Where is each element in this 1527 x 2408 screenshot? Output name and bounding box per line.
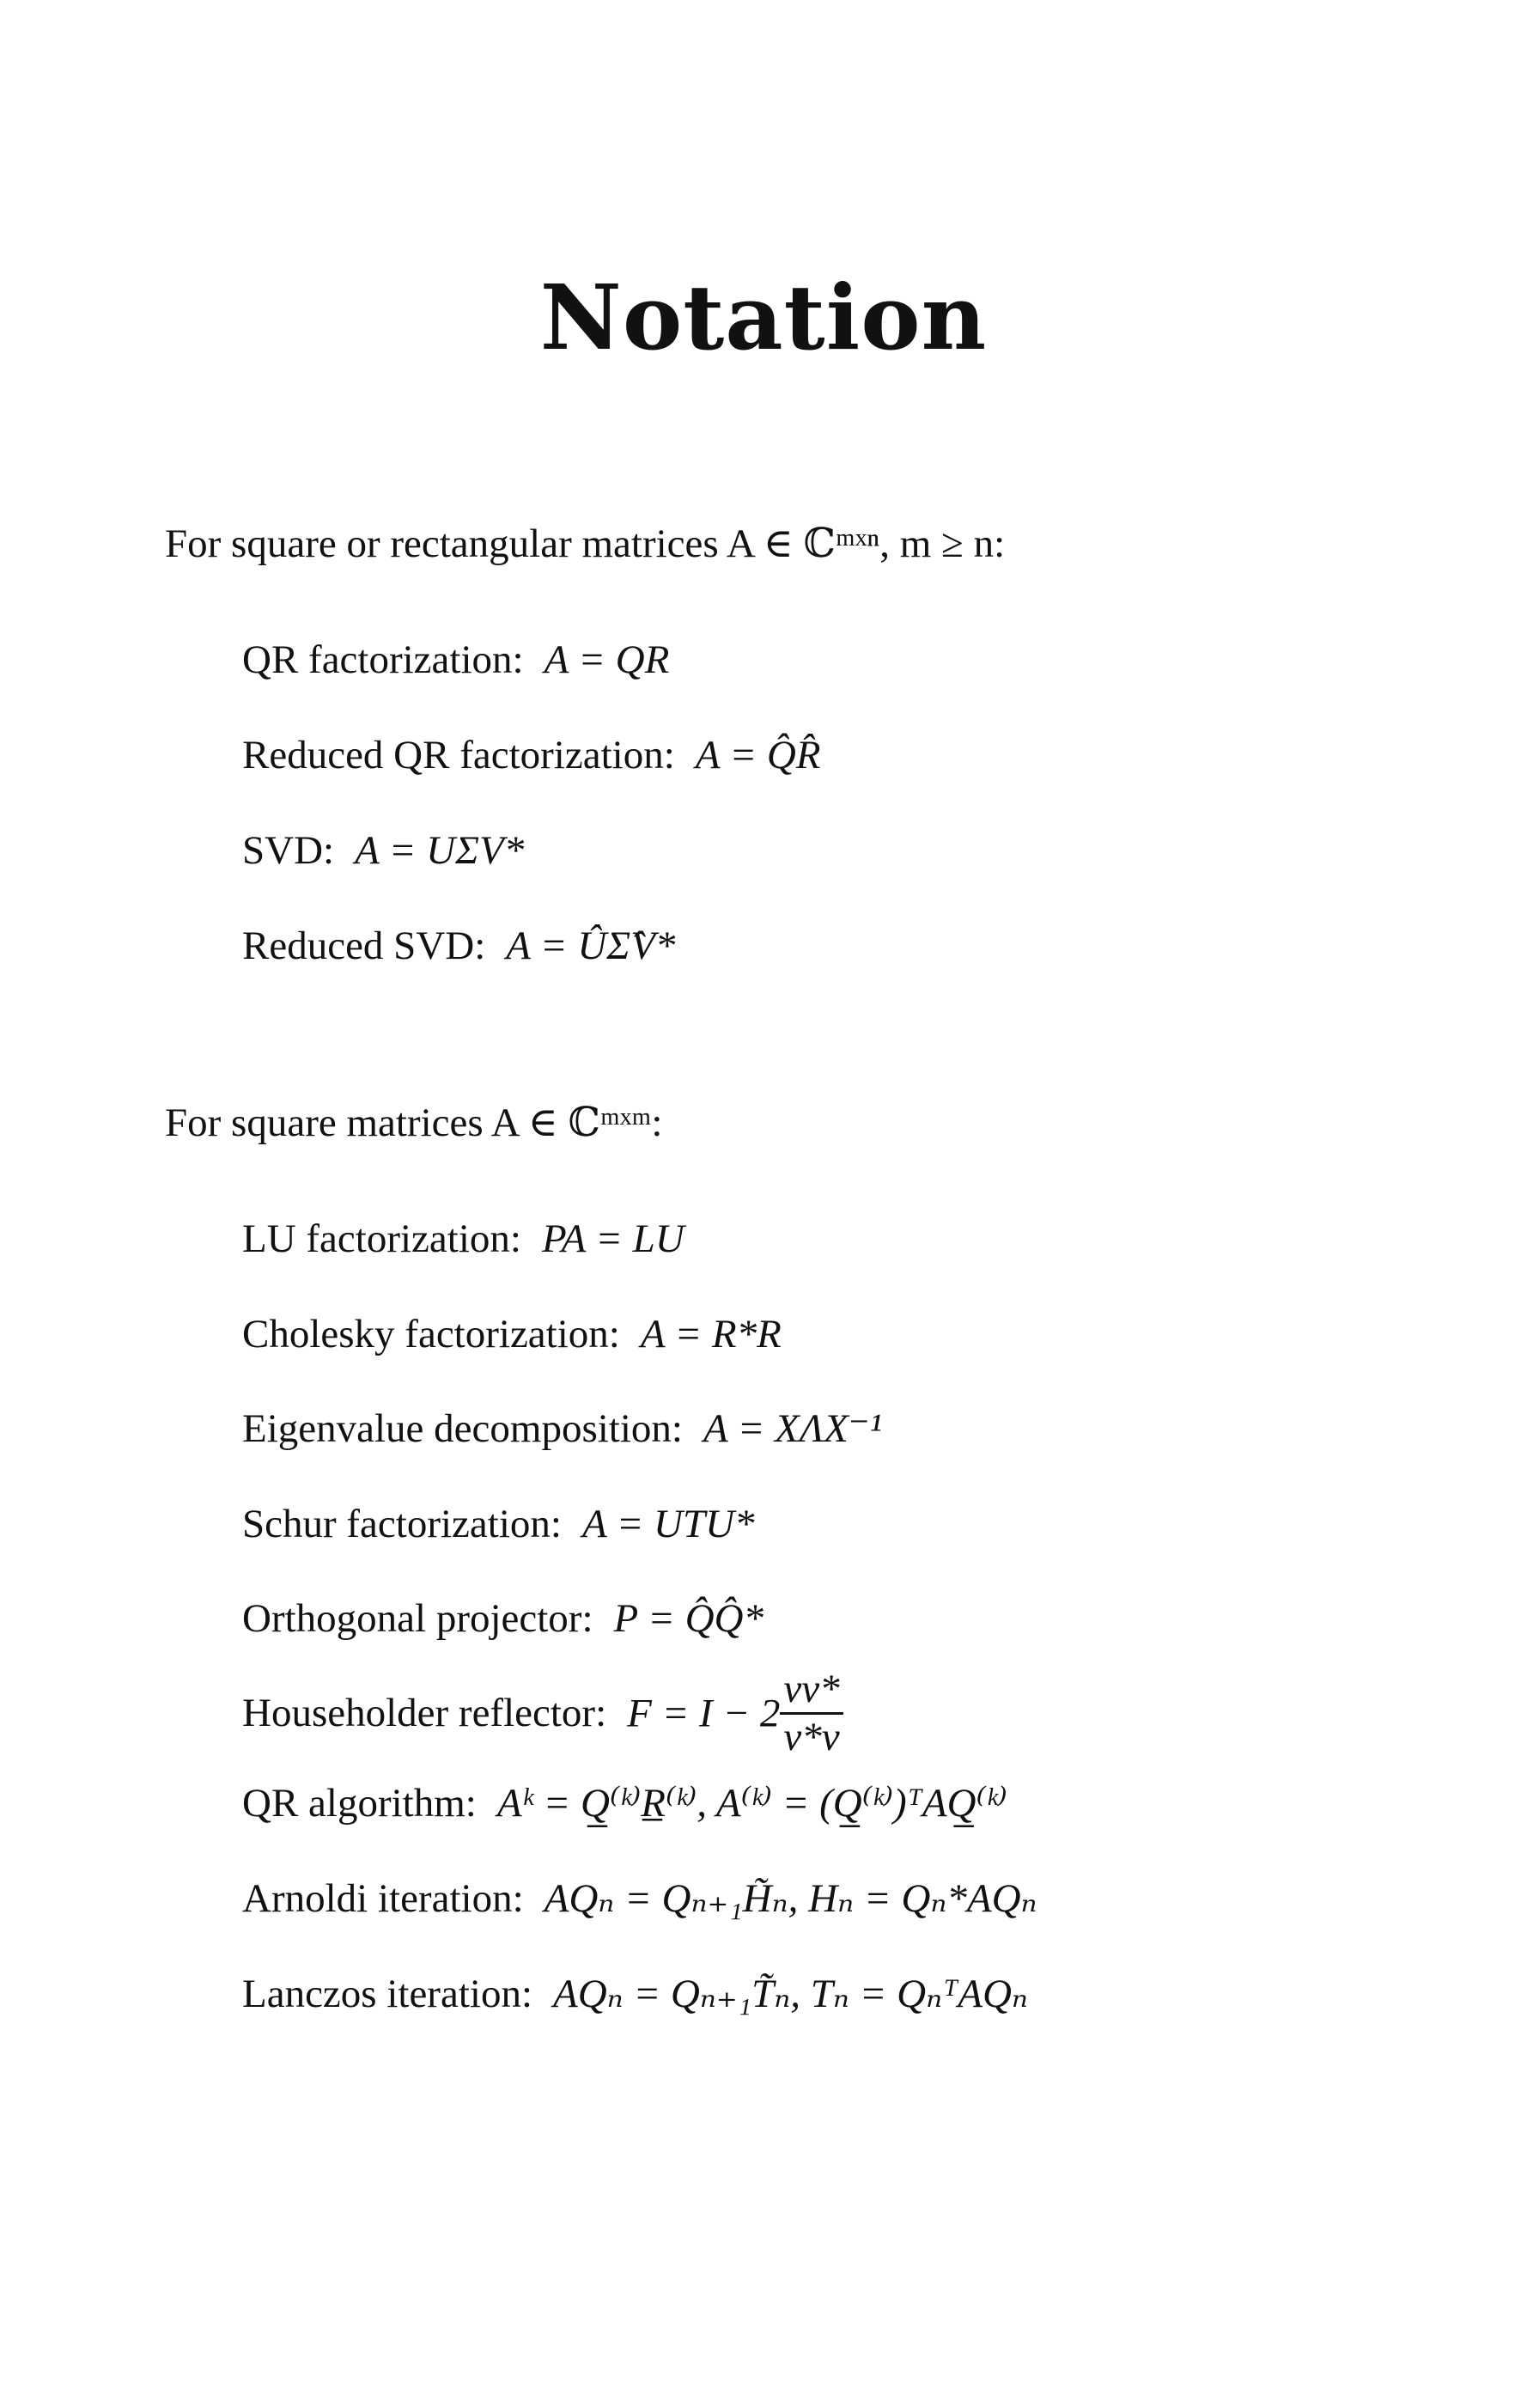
item-label: Reduced SVD: bbox=[242, 924, 486, 968]
item-formula: AQₙ = Qₙ₊₁H̃ₙ, Hₙ = Qₙ*AQₙ bbox=[544, 1876, 1037, 1921]
item-label: Reduced QR factorization: bbox=[242, 733, 675, 777]
item-formula: PA = LU bbox=[541, 1216, 684, 1261]
item-label: Orthogonal projector: bbox=[242, 1596, 593, 1641]
item-qr-algorithm bbox=[242, 1783, 1007, 1824]
item-formula: Aᵏ = Q̲⁽ᵏ⁾R̲⁽ᵏ⁾, A⁽ᵏ⁾ = (Q̲⁽ᵏ⁾)ᵀAQ̲⁽ᵏ⁾ bbox=[496, 1781, 1007, 1826]
item-reduced-qr-factorization bbox=[242, 735, 821, 776]
item-qr-factorization bbox=[242, 637, 670, 682]
item-label: Schur factorization: bbox=[242, 1502, 562, 1546]
item-formula: A = QR bbox=[544, 637, 670, 682]
item-label: Lanczos iteration: bbox=[242, 1972, 532, 2016]
section-heading-rectangular: For square or rectangular matrices A ∈ ℂᵐˣⁿ, m ≥ n: bbox=[165, 521, 1006, 566]
item-householder-reflector bbox=[242, 1668, 843, 1759]
item-label: Arnoldi iteration: bbox=[242, 1876, 524, 1921]
section-heading-square: For square matrices A ∈ ℂᵐˣᵐ: bbox=[165, 1100, 663, 1145]
page-title: Notation bbox=[539, 265, 988, 370]
item-formula: A = Q̂R̂ bbox=[695, 733, 821, 777]
item-formula: A = R*R bbox=[640, 1312, 782, 1356]
item-lanczos-iteration bbox=[242, 1974, 1028, 2015]
item-formula: A = ÛΣ̂V* bbox=[506, 924, 676, 968]
item-arnoldi-iteration bbox=[242, 1876, 1037, 1921]
item-schur-factorization bbox=[242, 1504, 755, 1545]
item-label: Eigenvalue decomposition: bbox=[242, 1406, 683, 1451]
item-label: QR algorithm: bbox=[242, 1781, 477, 1826]
item-label: SVD: bbox=[242, 828, 335, 873]
fraction bbox=[780, 1668, 843, 1759]
item-label: Cholesky factorization: bbox=[242, 1312, 620, 1356]
item-cholesky-factorization bbox=[242, 1314, 782, 1355]
item-formula: A = XΛX⁻¹ bbox=[703, 1406, 882, 1451]
item-formula: AQₙ = Qₙ₊₁T̃ₙ, Tₙ = QₙᵀAQₙ bbox=[553, 1972, 1028, 2016]
item-formula: P = Q̂Q̂* bbox=[613, 1596, 764, 1641]
fraction-numerator: vv* bbox=[780, 1668, 843, 1715]
item-formula: A = UTU* bbox=[581, 1502, 755, 1546]
fraction-denominator: v*v bbox=[783, 1715, 840, 1760]
item-svd bbox=[242, 828, 525, 873]
item-formula: A = UΣV* bbox=[355, 828, 525, 873]
item-label: LU factorization: bbox=[242, 1216, 521, 1261]
item-eigenvalue-decomposition bbox=[242, 1406, 882, 1451]
item-label: Householder reflector: bbox=[242, 1691, 607, 1736]
item-orthogonal-projector bbox=[242, 1596, 764, 1641]
item-reduced-svd bbox=[242, 926, 675, 966]
item-formula: F = I − 2 bbox=[627, 1691, 781, 1736]
item-label: QR factorization: bbox=[242, 637, 524, 682]
item-lu-factorization bbox=[242, 1216, 684, 1261]
